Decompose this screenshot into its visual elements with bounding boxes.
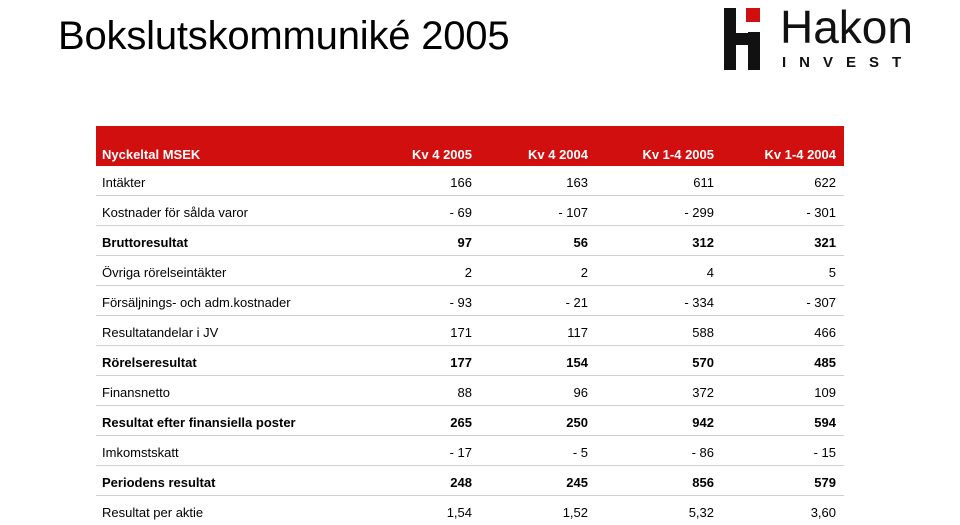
row-value: 250	[566, 415, 588, 430]
row-value: - 301	[806, 205, 836, 220]
row-value: - 334	[684, 295, 714, 310]
row-value: 312	[692, 235, 714, 250]
table-row	[96, 226, 844, 256]
row-label: Resultat per aktie	[102, 505, 204, 520]
row-value: - 299	[684, 205, 714, 220]
row-value: 248	[450, 475, 472, 490]
logo-word: Hakon	[780, 1, 913, 53]
row-value: 245	[566, 475, 588, 490]
row-value: 265	[450, 415, 472, 430]
row-value: - 5	[572, 445, 588, 460]
row-label: Övriga rörelseintäkter	[102, 265, 227, 280]
row-value: 4	[706, 265, 714, 280]
row-value: 2	[580, 265, 588, 280]
row-label: Rörelseresultat	[102, 355, 197, 370]
table-row	[96, 406, 844, 436]
key-figures-table	[96, 126, 844, 525]
row-value: 177	[450, 355, 472, 370]
row-value: 942	[692, 415, 714, 430]
page-title: Bokslutskommuniké 2005	[58, 14, 510, 58]
header-kv4-2004: Kv 4 2004	[528, 147, 588, 162]
row-value: 611	[693, 175, 714, 190]
row-value: 56	[573, 235, 588, 250]
table-header	[96, 126, 844, 166]
row-value: - 86	[691, 445, 714, 460]
hakon-invest-logo	[724, 1, 915, 71]
row-value: 856	[692, 475, 714, 490]
hi-logo-mark-icon	[724, 8, 776, 70]
row-value: 372	[692, 385, 714, 400]
row-value: 622	[814, 175, 836, 190]
row-value: 570	[692, 355, 714, 370]
row-value: 88	[457, 385, 472, 400]
row-value: 579	[814, 475, 836, 490]
table-row	[96, 376, 844, 406]
table-row	[96, 286, 844, 316]
row-value: - 93	[449, 295, 472, 310]
row-value: 163	[566, 175, 588, 190]
table-row	[96, 166, 844, 196]
row-value: 5,32	[688, 505, 714, 520]
row-value: 97	[457, 235, 472, 250]
row-label: Kostnader för sålda varor	[102, 205, 248, 220]
row-value: - 307	[806, 295, 836, 310]
row-value: 466	[814, 325, 836, 340]
row-value: 1,54	[446, 505, 472, 520]
row-value: - 107	[558, 205, 588, 220]
row-value: 321	[814, 235, 836, 250]
row-value: 594	[814, 415, 836, 430]
row-value: 485	[814, 355, 836, 370]
table-row	[96, 196, 844, 226]
row-value: 2	[464, 265, 472, 280]
row-value: 117	[567, 325, 588, 340]
row-value: 3,60	[810, 505, 836, 520]
table-row	[96, 346, 844, 376]
row-label: Imkomstskatt	[102, 445, 179, 460]
table-row	[96, 436, 844, 466]
row-label: Bruttoresultat	[102, 235, 188, 250]
row-value: - 69	[449, 205, 472, 220]
row-value: - 17	[449, 445, 472, 460]
row-label: Försäljnings- och adm.kostnader	[102, 295, 291, 310]
table-row	[96, 316, 844, 346]
row-value: 109	[814, 385, 836, 400]
row-value: 171	[450, 325, 472, 340]
table-row	[96, 466, 844, 496]
header-kv4-2005: Kv 4 2005	[412, 147, 472, 162]
row-value: 154	[566, 355, 588, 370]
table-body	[96, 166, 844, 525]
row-value: 166	[450, 175, 472, 190]
row-label: Resultatandelar i JV	[102, 325, 219, 340]
row-label: Intäkter	[102, 175, 146, 190]
row-value: 588	[692, 325, 714, 340]
row-label: Resultat efter finansiella poster	[102, 415, 296, 430]
row-value: - 21	[565, 295, 588, 310]
header-kv1-4-2004: Kv 1-4 2004	[764, 147, 836, 162]
row-value: 1,52	[562, 505, 588, 520]
header-kv1-4-2005: Kv 1-4 2005	[642, 147, 714, 162]
row-value: 96	[573, 385, 588, 400]
row-label: Finansnetto	[102, 385, 170, 400]
table-row	[96, 256, 844, 286]
row-value: - 15	[813, 445, 836, 460]
row-value: 5	[828, 265, 836, 280]
header-label: Nyckeltal MSEK	[102, 147, 201, 162]
logo-subword: INVEST	[782, 54, 915, 71]
row-label: Periodens resultat	[102, 475, 216, 490]
